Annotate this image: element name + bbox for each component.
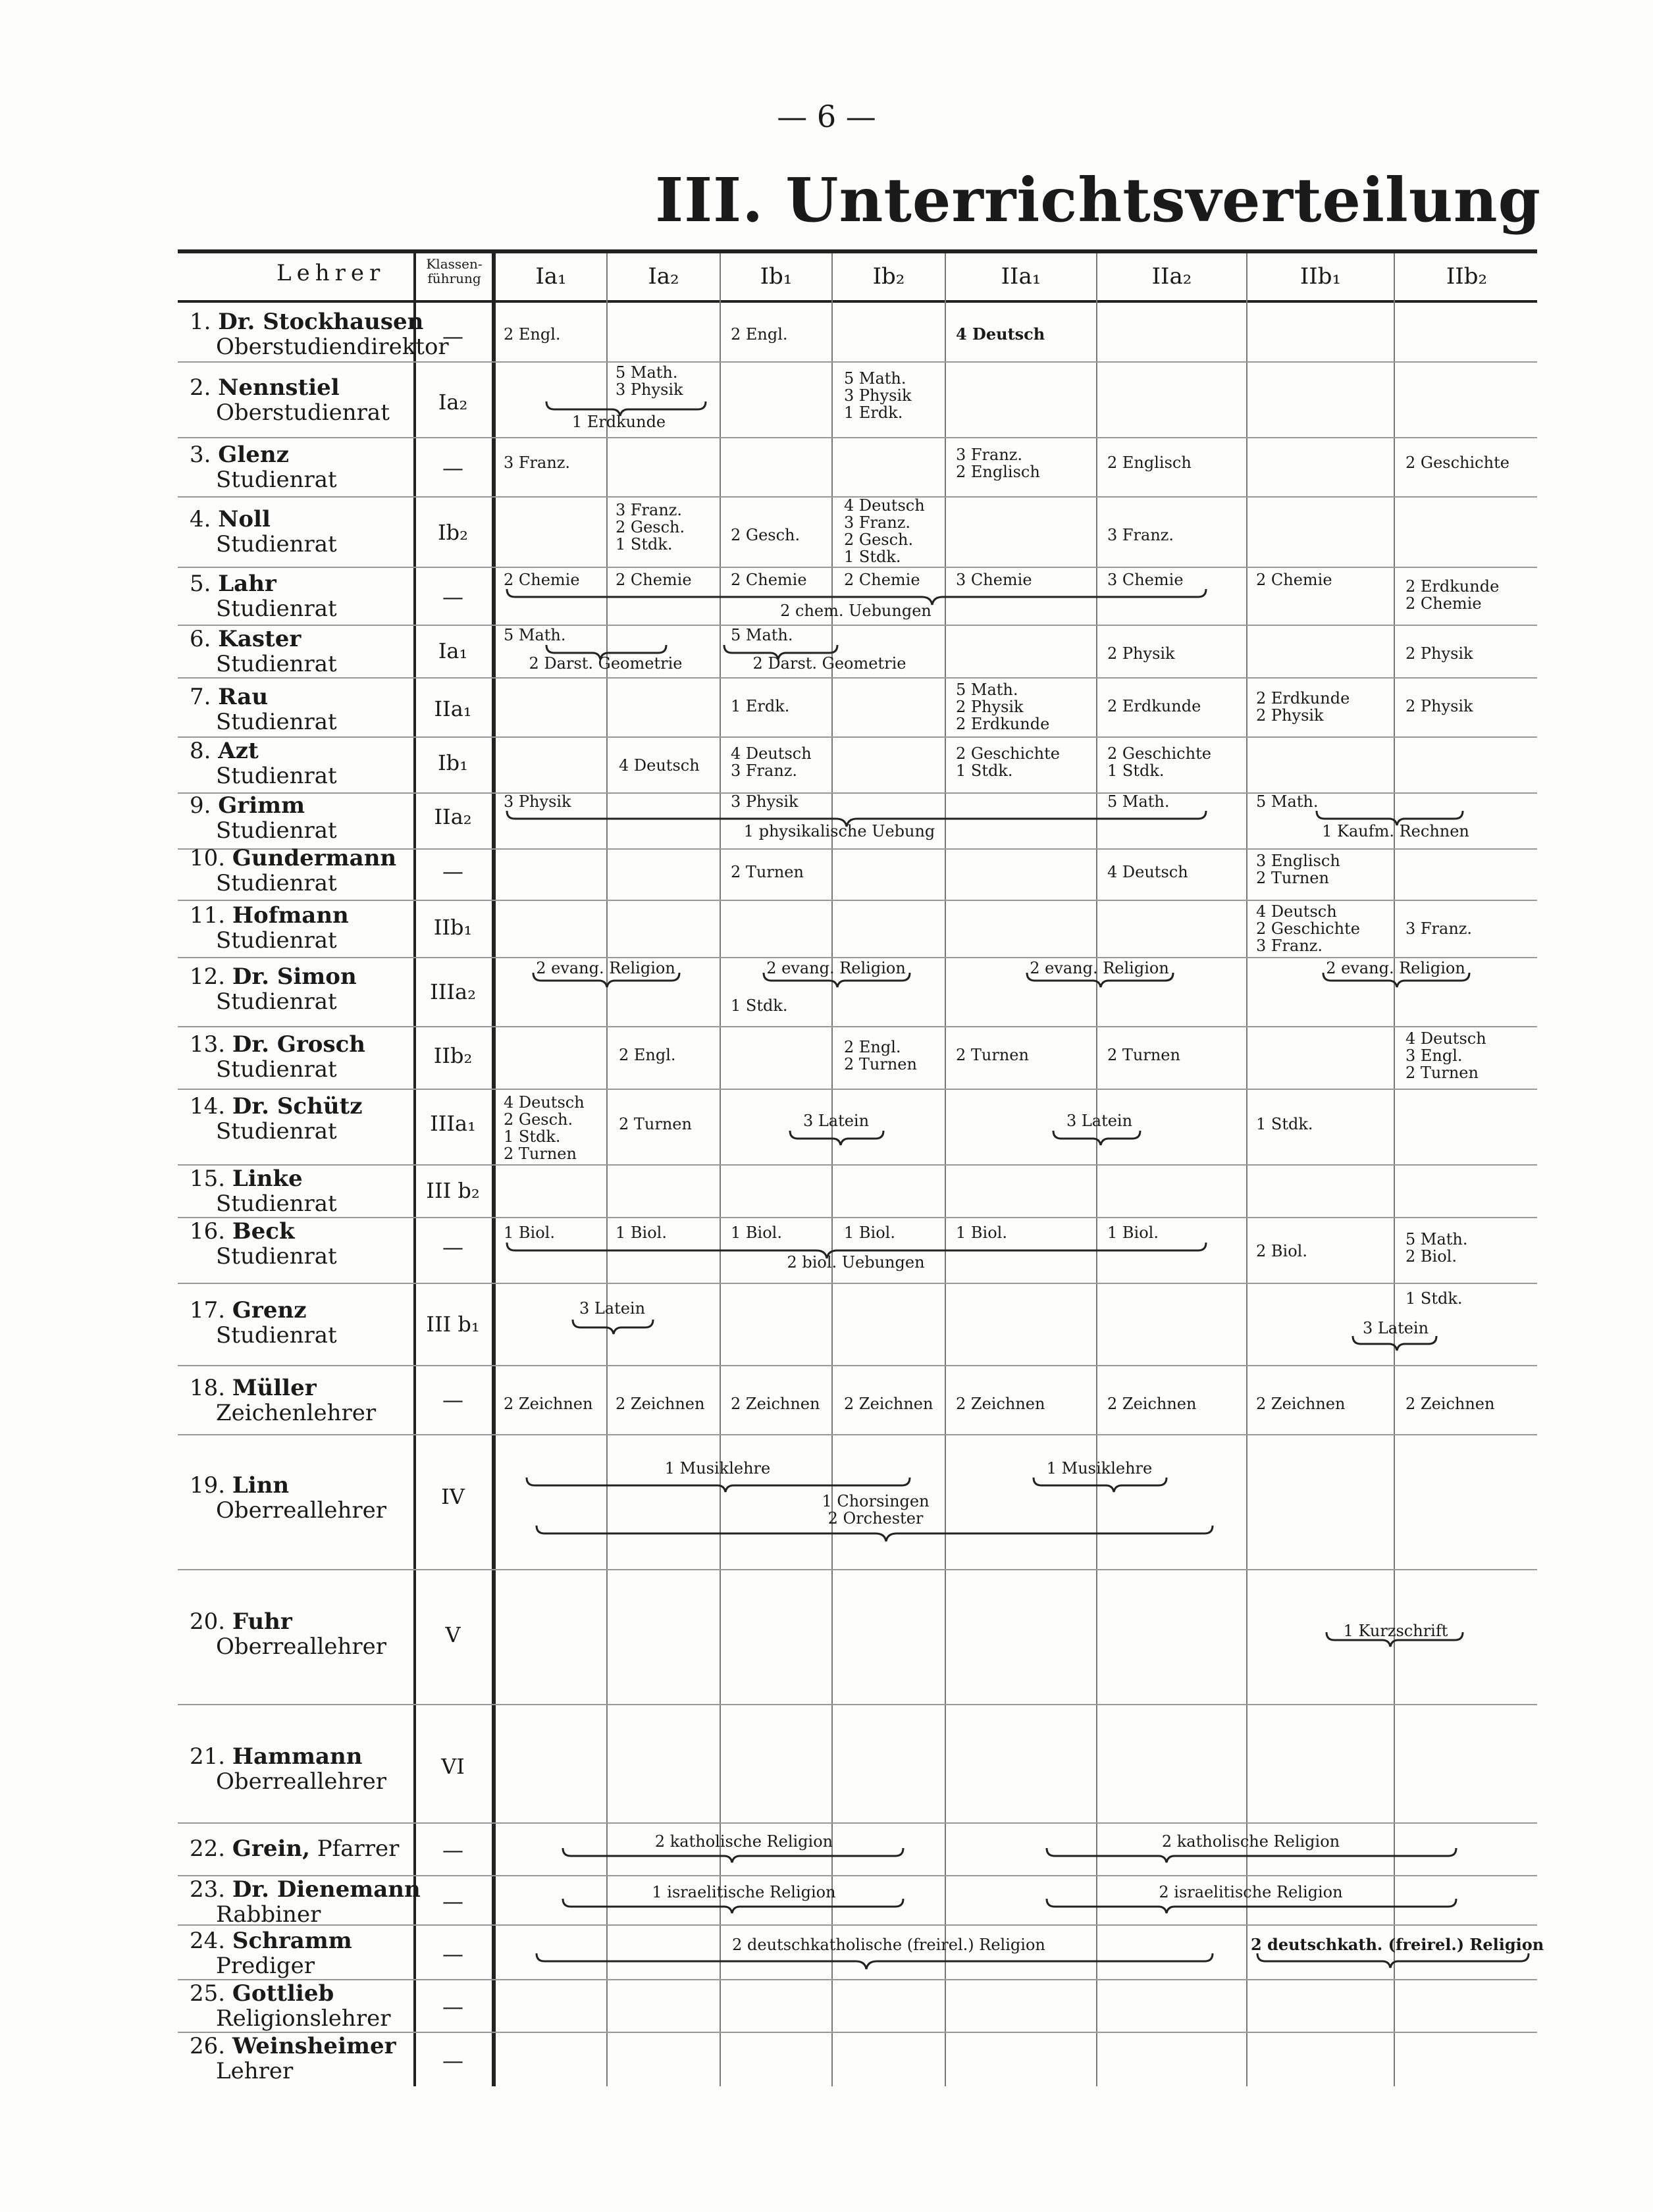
teacher-no: 25.	[190, 1980, 226, 2007]
klassenfuehrung: Ib₁	[438, 750, 468, 775]
cell: 3 Franz. 2 Englisch	[956, 446, 1040, 481]
teacher-row	[190, 684, 337, 734]
cell: 2 Engl.	[619, 1046, 676, 1064]
teacher-no: 4.	[190, 506, 211, 532]
teacher-role: Studienrat	[216, 651, 337, 677]
teacher-name: Beck	[232, 1218, 295, 1245]
teacher-row	[190, 627, 337, 677]
teacher-role: Studienrat	[216, 989, 337, 1015]
cell: 2 Turnen	[731, 863, 804, 881]
cell: 2 Zeichnen	[1107, 1395, 1197, 1413]
cell: 3 Latein	[802, 1112, 870, 1130]
cell: 1 Biol.	[504, 1223, 555, 1242]
cell: 3 Physik	[504, 792, 571, 811]
teacher-name: Dr. Dienemann	[232, 1876, 421, 1903]
klassenfuehrung: IIb₁	[433, 915, 473, 940]
cell: 4 Deutsch	[619, 756, 700, 775]
cell: 2 Zeichnen	[616, 1395, 705, 1413]
teacher-no: 3.	[190, 442, 211, 468]
cell: 1 Erdk.	[731, 697, 790, 715]
cell: 2 Chemie	[616, 571, 692, 589]
cell: 2 Erdkunde	[1107, 697, 1201, 715]
teacher-row	[190, 1981, 390, 2031]
teacher-role: Studienrat	[216, 1243, 337, 1270]
teacher-row	[190, 1298, 337, 1348]
teacher-no: 16.	[190, 1218, 226, 1245]
klassenfuehrung: IV	[441, 1484, 465, 1509]
teacher-no: 5.	[190, 571, 211, 597]
klassenfuehrung: III b₂	[426, 1178, 480, 1203]
cell: 2 Chemie	[844, 571, 920, 589]
cell: 1 Stdk.	[1256, 1115, 1313, 1133]
teacher-no: 23.	[190, 1876, 226, 1903]
cell: 1 Biol.	[731, 1223, 782, 1242]
cell: 1 Kurzschrift	[1343, 1622, 1448, 1640]
cell: 2 Zeichnen	[504, 1395, 593, 1413]
teacher-row	[190, 1744, 386, 1794]
teacher-row	[190, 571, 337, 621]
header-klassenfuehrung: Klassen- führung	[426, 256, 483, 286]
teacher-role: Studienrat	[216, 870, 337, 896]
teacher-name: Grein,	[232, 1836, 310, 1862]
header-class: Ia₂	[648, 263, 679, 290]
teacher-no: 10.	[190, 845, 226, 871]
cell: 1 Stdk.	[1405, 1289, 1463, 1308]
cell: 2 Darst. Geometrie	[529, 654, 683, 673]
klassenfuehrung: VI	[441, 1754, 465, 1779]
teacher-name: Grimm	[218, 792, 305, 819]
cell: 3 Franz. 2 Gesch. 1 Stdk.	[616, 501, 685, 553]
teacher-role: Studienrat	[216, 467, 337, 493]
teacher-row	[190, 442, 337, 492]
teacher-name: Müller	[232, 1375, 317, 1401]
teacher-no: 20.	[190, 1608, 226, 1635]
cell: 4 Deutsch 3 Engl. 2 Turnen	[1405, 1029, 1486, 1082]
klassenfuehrung: —	[442, 859, 463, 884]
cell: 2 Engl.	[731, 325, 788, 344]
teacher-no: 26.	[190, 2033, 226, 2059]
cell: 1 Biol.	[956, 1223, 1007, 1242]
header-class: Ib₁	[760, 263, 793, 290]
klassenfuehrung: —	[442, 1994, 463, 2019]
klassenfuehrung: IIIa₁	[430, 1111, 476, 1136]
klassenfuehrung: —	[442, 1889, 463, 1914]
teacher-name: Dr. Simon	[232, 964, 357, 990]
cell: 1 Biol.	[1107, 1223, 1159, 1242]
header-lehrer: Lehrer	[276, 260, 386, 286]
teacher-name: Schramm	[232, 1928, 352, 1954]
cell: 3 Englisch 2 Turnen	[1256, 852, 1340, 887]
klassenfuehrung: —	[442, 455, 463, 480]
teacher-role: Oberstudiendirektor	[216, 334, 449, 360]
cell: 2 chem. Uebungen	[780, 602, 931, 620]
cell: 3 Franz.	[1107, 526, 1174, 544]
teacher-role: Lehrer	[216, 2058, 294, 2084]
teacher-role: Oberreallehrer	[216, 1497, 387, 1524]
teacher-role: Pfarrer	[317, 1836, 400, 1862]
cell: 1 Erdkunde	[571, 413, 666, 431]
teacher-no: 15.	[190, 1166, 226, 1192]
cell: 2 Erdkunde 2 Physik	[1256, 689, 1350, 725]
teacher-row	[190, 2034, 396, 2084]
cell: 2 Engl.	[504, 325, 561, 344]
cell: 2 Physik	[1107, 644, 1175, 663]
cell: 1 Biol.	[844, 1223, 895, 1242]
teacher-row	[190, 375, 390, 425]
cell: 2 Chemie	[504, 571, 580, 589]
cell: 3 Physik	[731, 792, 799, 811]
cell: 1 Musiklehre	[1046, 1459, 1153, 1478]
teacher-name: Gundermann	[232, 845, 397, 871]
teacher-no: 9.	[190, 792, 211, 819]
teacher-name: Kaster	[218, 626, 302, 652]
cell: 3 Franz.	[1405, 919, 1473, 938]
teacher-name: Hofmann	[232, 902, 349, 929]
cell: 5 Math.	[1107, 792, 1170, 811]
cell: 4 Deutsch	[956, 324, 1045, 344]
cell: 3 Latein	[1066, 1112, 1133, 1130]
cell: 2 Zeichnen	[844, 1395, 933, 1413]
cell: 2 Chemie	[731, 571, 807, 589]
cell: 1 physikalische Uebung	[743, 822, 935, 840]
cell: 2 Gesch.	[731, 526, 800, 544]
cell: 2 katholische Religion	[1161, 1832, 1340, 1851]
cell: 2 Geschichte 1 Stdk.	[956, 744, 1060, 780]
teacher-role: Studienrat	[216, 927, 337, 954]
klassenfuehrung: Ia₁	[438, 638, 468, 663]
teacher-role: Religionslehrer	[216, 2005, 391, 2032]
klassenfuehrung: —	[442, 2048, 463, 2073]
klassenfuehrung: Ia₂	[438, 390, 468, 415]
teacher-row	[190, 1219, 337, 1269]
teacher-name: Grenz	[232, 1297, 307, 1324]
teacher-role: Prediger	[216, 1953, 315, 1979]
teacher-row	[190, 793, 337, 843]
cell: 2 evang. Religion	[536, 959, 675, 977]
klassenfuehrung: —	[442, 1235, 463, 1260]
teacher-name: Fuhr	[232, 1608, 292, 1635]
teacher-name: Nennstiel	[218, 374, 340, 401]
cell: 4 Deutsch 3 Franz. 2 Gesch. 1 Stdk.	[844, 496, 925, 566]
page-number: — 6 —	[777, 99, 876, 134]
cell: 2 deutschkath. (freirel.) Religion	[1251, 1935, 1544, 1954]
teacher-role: Oberstudienrat	[216, 399, 390, 426]
teacher-name: Weinsheimer	[232, 2033, 396, 2059]
header-class: IIb₂	[1446, 263, 1488, 290]
teacher-name: Rau	[218, 684, 269, 710]
cell: 5 Math. 3 Physik 1 Erdk.	[844, 369, 912, 422]
teacher-name: Dr. Stockhausen	[218, 309, 424, 335]
teacher-name: Azt	[218, 738, 259, 764]
klassenfuehrung: IIa₁	[434, 696, 472, 721]
cell: 3 Latein	[1362, 1319, 1429, 1337]
teacher-no: 24.	[190, 1928, 226, 1954]
teacher-row	[190, 1877, 421, 1927]
cell: 2 biol. Uebungen	[787, 1253, 925, 1272]
teacher-role: Studienrat	[216, 709, 337, 735]
teacher-no: 22.	[190, 1836, 226, 1862]
cell: 4 Deutsch	[1107, 863, 1188, 881]
teacher-no: 7.	[190, 684, 211, 710]
teacher-name: Dr. Grosch	[232, 1031, 366, 1058]
teacher-role: Studienrat	[216, 763, 337, 789]
teacher-row	[190, 1609, 386, 1659]
cell: 4 Deutsch 3 Franz.	[731, 744, 812, 780]
cell: 2 Turnen	[619, 1115, 692, 1133]
cell: 2 Darst. Geometrie	[752, 654, 906, 673]
klassenfuehrung: IIb₂	[433, 1043, 473, 1068]
teacher-no: 14.	[190, 1093, 226, 1119]
cell: 4 Deutsch 2 Geschichte 3 Franz.	[1256, 902, 1360, 955]
cell: 2 Physik	[1405, 644, 1473, 663]
page-title: III. Unterrichtsverteilung	[655, 165, 1541, 236]
cell: 5 Math. 2 Biol.	[1405, 1230, 1468, 1266]
teacher-role: Rabbiner	[216, 1901, 321, 1928]
cell: 2 Chemie	[1256, 571, 1332, 589]
cell: 2 Physik	[1405, 697, 1473, 715]
cell: 2 Erdkunde 2 Chemie	[1405, 577, 1500, 613]
header-class: IIa₁	[1001, 263, 1041, 290]
teacher-role: Studienrat	[216, 1322, 337, 1349]
klassenfuehrung: —	[442, 1942, 463, 1967]
teacher-row	[190, 903, 349, 953]
klassenfuehrung: —	[442, 1838, 463, 1863]
teacher-role: Studienrat	[216, 1191, 337, 1217]
cell: 5 Math.	[504, 626, 566, 644]
cell: 2 katholische Religion	[654, 1832, 833, 1851]
teacher-no: 12.	[190, 964, 226, 990]
cell: 2 Geschichte	[1405, 453, 1509, 472]
teacher-name: Hammann	[232, 1743, 363, 1770]
cell: 2 deutschkatholische (freirel.) Religion	[732, 1936, 1045, 1954]
teacher-role: Zeichenlehrer	[216, 1400, 377, 1426]
teacher-name: Lahr	[218, 571, 276, 597]
cell: 3 Chemie	[1107, 571, 1184, 589]
teacher-name: Linn	[232, 1472, 290, 1499]
klassenfuehrung: V	[445, 1622, 461, 1647]
klassenfuehrung: IIa₂	[434, 804, 472, 829]
teacher-row	[190, 1836, 399, 1861]
teacher-row	[190, 1928, 352, 1978]
cell: 2 Zeichnen	[731, 1395, 820, 1413]
teacher-no: 6.	[190, 626, 211, 652]
header-class: IIb₁	[1299, 263, 1342, 290]
header-class: Ia₁	[535, 263, 567, 290]
teacher-no: 13.	[190, 1031, 226, 1058]
teacher-row	[190, 309, 449, 359]
cell: 2 Zeichnen	[956, 1395, 1045, 1413]
teacher-no: 17.	[190, 1297, 226, 1324]
teacher-role: Oberreallehrer	[216, 1633, 387, 1660]
cell: 2 Zeichnen	[1256, 1395, 1346, 1413]
teacher-no: 21.	[190, 1743, 226, 1770]
cell: 2 Zeichnen	[1405, 1395, 1495, 1413]
cell: 1 Chorsingen 2 Orchester	[822, 1492, 930, 1528]
teacher-row	[190, 1166, 337, 1216]
cell: 1 Biol.	[616, 1223, 667, 1242]
teacher-name: Gottlieb	[232, 1980, 334, 2007]
teacher-row	[190, 738, 337, 788]
teacher-no: 2.	[190, 374, 211, 401]
teacher-role: Studienrat	[216, 596, 337, 622]
teacher-name: Linke	[232, 1166, 303, 1192]
teacher-name: Dr. Schütz	[232, 1093, 363, 1119]
teacher-role: Studienrat	[216, 1056, 337, 1083]
cell: 2 evang. Religion	[1030, 959, 1169, 977]
teacher-no: 11.	[190, 902, 226, 929]
header-class: Ib₂	[872, 263, 905, 290]
cell: 2 evang. Religion	[1326, 959, 1465, 977]
klassenfuehrung: IIIa₂	[430, 979, 476, 1004]
klassenfuehrung: III b₁	[426, 1312, 480, 1337]
cell: 3 Franz.	[504, 453, 571, 472]
cell: 3 Latein	[579, 1299, 646, 1318]
teacher-row	[190, 507, 337, 557]
teacher-row	[190, 1032, 365, 1082]
teacher-no: 1.	[190, 309, 211, 335]
cell: 5 Math.	[731, 626, 793, 644]
cell: 4 Deutsch 2 Gesch. 1 Stdk. 2 Turnen	[504, 1093, 585, 1163]
teacher-name: Glenz	[218, 442, 289, 468]
klassenfuehrung: Ib₂	[438, 520, 468, 545]
cell: 1 israelitische Religion	[652, 1883, 836, 1901]
cell: 1 Kaufm. Rechnen	[1322, 822, 1469, 840]
klassenfuehrung: —	[442, 1387, 463, 1412]
cell: 3 Chemie	[956, 571, 1032, 589]
teacher-row	[190, 964, 357, 1014]
teacher-row	[190, 1473, 386, 1523]
teacher-row	[190, 1376, 376, 1426]
teacher-no: 18.	[190, 1375, 226, 1401]
cell: 1 Musiklehre	[664, 1459, 771, 1478]
cell: 2 Engl. 2 Turnen	[844, 1038, 917, 1073]
teacher-no: 19.	[190, 1472, 226, 1499]
cell: 2 Englisch	[1107, 453, 1192, 472]
cell: 2 Turnen	[1107, 1046, 1180, 1064]
cell: 5 Math.	[1256, 792, 1319, 811]
teacher-role: Studienrat	[216, 1118, 337, 1145]
teacher-row	[190, 846, 396, 896]
klassenfuehrung: —	[442, 584, 463, 609]
cell: 2 Geschichte 1 Stdk.	[1107, 744, 1211, 780]
cell: 2 Biol.	[1256, 1242, 1307, 1260]
header-class: IIa₂	[1151, 263, 1192, 290]
cell: 2 israelitische Religion	[1159, 1883, 1343, 1901]
cell: 2 Turnen	[956, 1046, 1029, 1064]
teacher-role: Studienrat	[216, 531, 337, 557]
teacher-name: Noll	[218, 506, 271, 532]
teacher-role: Studienrat	[216, 817, 337, 844]
cell: 5 Math. 2 Physik 2 Erdkunde	[956, 681, 1050, 733]
cell: 2 evang. Religion	[766, 959, 906, 977]
cell: 1 Stdk.	[731, 996, 788, 1015]
teacher-no: 8.	[190, 738, 211, 764]
teacher-row	[190, 1094, 363, 1144]
teacher-role: Oberreallehrer	[216, 1768, 387, 1795]
cell: 5 Math. 3 Physik	[616, 363, 683, 399]
klassenfuehrung: —	[442, 324, 463, 349]
